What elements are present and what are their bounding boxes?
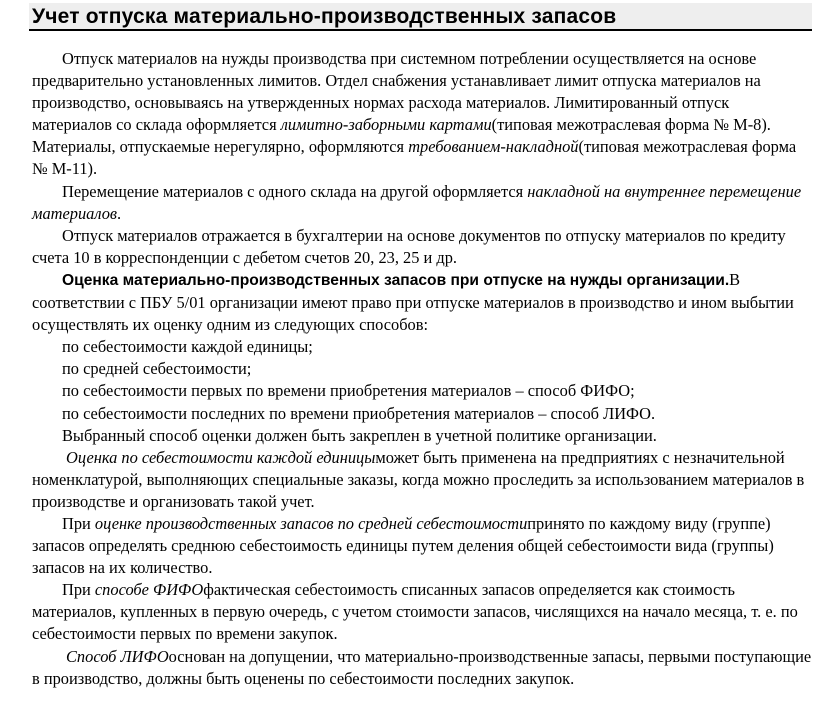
text-run: принято по каждому виду (группе) запасов определять среднюю себестоимость единицы путем деления общей себестоимости вида (группы) запасов на их количество. — [32, 513, 774, 578]
paragraph-unit-cost — [32, 447, 812, 513]
paragraph-policy: Выбранный способ оценки должен быть закреплен в учетной политике организации. — [62, 425, 657, 445]
paragraph-issue-limits — [32, 48, 812, 181]
term-internal-transfer-invoice: накладной на внутреннее перемещение материалов — [32, 181, 802, 223]
document-body — [32, 48, 812, 690]
title-bar — [29, 3, 812, 31]
term-fifo: способе ФИФО — [94, 580, 204, 600]
text-run: Отпуск материалов на нужды производства при системном потреблении осуществляется на основе предварительно установленных лимитов. Отдел снабжения устанавливает лимит отпуска материалов на производство, основываясь на утвержденных нормах расхода материалов. Лимитированный отпуск материалов со склада оформляется — [32, 49, 761, 135]
list-item-method: по себестоимости первых по времени приобретения материалов – способ ФИФО; — [62, 381, 635, 401]
paragraph-average-cost — [32, 513, 812, 579]
paragraph-transfer — [32, 181, 812, 225]
text-run: может быть применена на предприятиях с незначительной номенклатурой, выполняющих специальные заказы, когда можно проследить за использованием материалов в производстве и организовать такой учет. — [32, 447, 805, 511]
list-item-method: по себестоимости последних по времени приобретения материалов – способ ЛИФО. — [62, 403, 656, 423]
text-run: При — [62, 580, 95, 600]
paragraph-lifo — [32, 646, 812, 690]
term-lifo: Способ ЛИФО — [66, 646, 169, 666]
section-heading: Оценка материально-производственных запасов при отпуске на нужды организации. — [62, 271, 730, 289]
page-title: Учет отпуска материально-производственных запасов — [32, 5, 617, 28]
text-run: В соответствии с ПБУ 5/01 организации имеют право при отпуске материалов в производство и ином выбытии осуществлять их оценку одним из следующих способов: — [32, 269, 794, 335]
text-run: (типовая межотраслевая форма № М-11). — [32, 137, 797, 179]
term-unit-cost: Оценка по себестоимости каждой единицы — [66, 447, 376, 467]
paragraph-accounting: Отпуск материалов отражается в бухгалтерии на основе документов по отпуску материалов по кредиту счета 10 в корреспонденции с дебетом счетов 20, 23, 25 и др. — [32, 225, 786, 267]
text-run: При — [62, 513, 95, 533]
term-limit-cards: лимитно-заборными картами — [280, 115, 492, 135]
text-run: . — [117, 203, 122, 223]
term-average-cost: оценке производственных запасов по средней себестоимости — [94, 513, 528, 533]
term-requisition-invoice: требованием-накладной — [408, 137, 579, 157]
text-run: основан на допущении, что материально-производственные запасы, первыми поступающие в производство, должны быть оценены по себестоимости последних закупок. — [32, 646, 812, 688]
list-item-method: по себестоимости каждой единицы; — [62, 337, 313, 357]
text-run: фактическая себестоимость списанных запасов определяется как стоимость материалов, купленных в первую очередь, с учетом стоимости запасов, числящихся на начало месяца, т. е. по себестоимости первых по времени закупок. — [32, 580, 798, 644]
text-run: (типовая межотраслевая форма № М-8). Материалы, отпускаемые нерегулярно, оформляются — [32, 115, 771, 157]
text-run: Перемещение материалов с одного склада на другой оформляется — [62, 181, 528, 201]
paragraph-valuation — [32, 269, 812, 336]
paragraph-fifo — [32, 579, 812, 645]
list-item-method: по средней себестоимости; — [62, 359, 252, 379]
